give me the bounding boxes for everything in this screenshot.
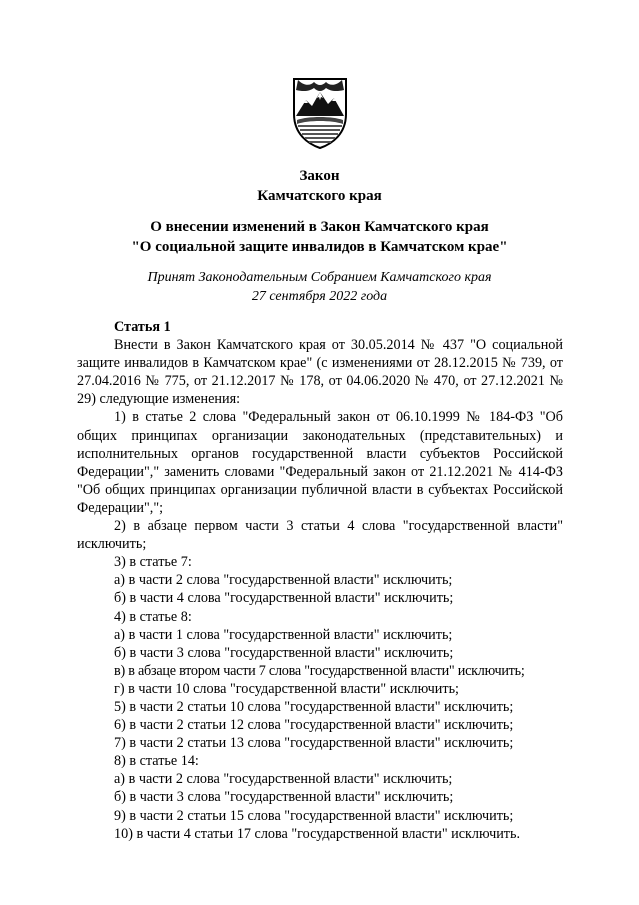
adoption-note [0,268,639,306]
article-body [77,318,563,843]
law-title [0,166,639,206]
law-title-line1: Закон [299,168,340,184]
amendment-item-3a: а) в части 2 слова "государственной власти" исключить; [114,572,453,589]
amendment-item-4d: г) в части 10 слова "государственной власти" исключить; [114,680,459,697]
amendment-item-4: 4) в статье 8: [114,608,192,625]
amendment-item-4a: а) в части 1 слова "государственной власти" исключить; [114,626,453,643]
amendment-item-8a: а) в части 2 слова "государственной власти" исключить; [114,771,453,788]
kamchatka-coat-of-arms-icon [290,76,350,150]
amendment-item-3b: б) в части 4 слова "государственной власти" исключить; [114,590,454,607]
amendment-item-3: 3) в статье 7: [114,554,192,571]
law-title-line2: Камчатского края [257,188,382,204]
amendment-item-10: 10) в части 4 статьи 17 слова "государственной власти" исключить. [114,825,521,842]
article-intro: Внести в Закон Камчатского края от 30.05.2014 № 437 "О социальной защите инвалидов в Камчатском крае" (с изменениями от 28.12.2015 № 739, от 27.04.2016 № 775, от 21.12.2017 № 178, от 04.06.2020 № 470, от 27.12.2021 № 29) следующие изменения: [77,337,563,408]
amendment-item-8: 8) в статье 14: [114,753,199,770]
amendment-item-4b: б) в части 3 слова "государственной власти" исключить; [114,644,454,661]
amendment-item-6: 6) в части 2 статьи 12 слова "государственной власти" исключить; [114,717,514,734]
law-subject-line1: О внесении изменений в Закон Камчатского края [150,219,489,235]
adoption-date: 27 сентября 2022 года [251,289,388,304]
amendment-item-2: 2) в абзаце первом части 3 статьи 4 слова "государственной власти" исключить; [77,518,563,553]
amendment-item-4c: в) в абзаце втором части 7 слова "государственной власти" исключить; [114,662,525,679]
amendment-item-1: 1) в статье 2 слова "Федеральный закон от 06.10.1999 № 184-ФЗ "Об общих принципах организации законодательных (представительных) и исполнительных органов государственной власти субъектов Российской Федерации"," заменить словами "Федеральный закон от 21.12.2021 № 414-ФЗ "Об общих принципах организации публичной власти в субъектах Российской Федерации","; [77,409,563,516]
law-subject [0,217,639,257]
law-subject-line2: "О социальной защите инвалидов в Камчатском крае" [131,239,508,255]
article-heading: Статья 1 [114,319,171,335]
amendment-item-8b: б) в части 3 слова "государственной власти" исключить; [114,789,454,806]
adoption-note-line1: Принят Законодательным Собранием Камчатского края [147,270,492,285]
amendment-item-5: 5) в части 2 статьи 10 слова "государственной власти" исключить; [114,698,514,715]
amendment-item-9: 9) в части 2 статьи 15 слова "государственной власти" исключить; [114,807,514,824]
amendment-item-7: 7) в части 2 статьи 13 слова "государственной власти" исключить; [114,735,514,752]
